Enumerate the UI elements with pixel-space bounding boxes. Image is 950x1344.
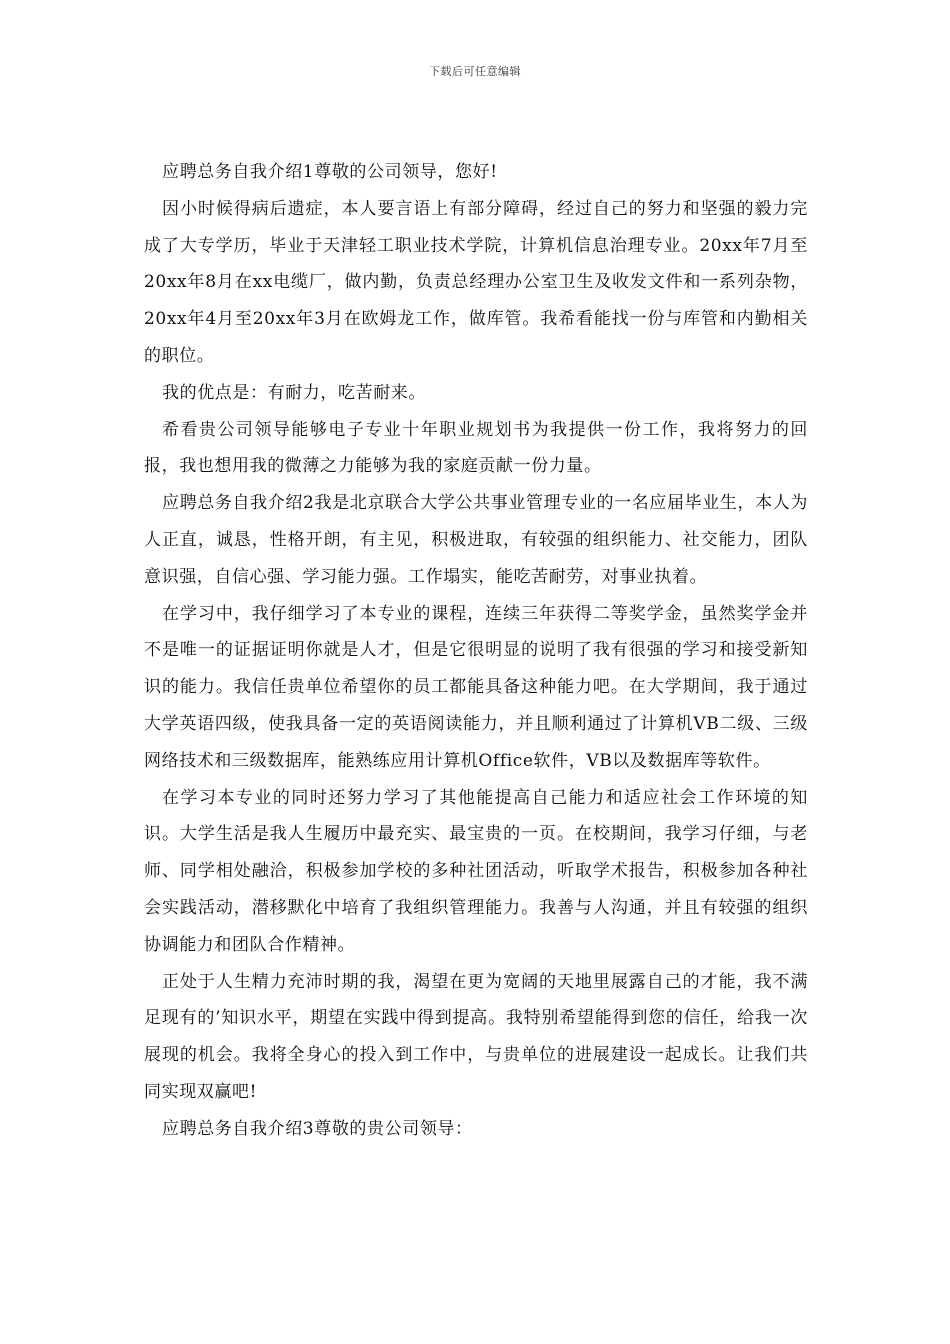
document-body xyxy=(144,154,808,1148)
paragraph-study: 在学习中，我仔细学习了本专业的课程，连续三年获得二等奖学金，虽然奖学金并不是唯一的证据证明你就是人才，但是它很明显的说明了我有很强的学习和接受新知识的能力。我信任贵单位希望你的员工都能具备这种能力吧。在大学期间，我于通过大学英语四级，使我具备一定的英语阅读能力，并且顺利通过了计算机VB二级、三级网络技术和三级数据库，能熟练应用计算机Office软件，VB以及数据库等软件。 xyxy=(144,603,808,771)
paragraph-campus-life: 在学习本专业的同时还努力学习了其他能提高自己能力和适应社会工作环境的知识。大学生活是我人生履历中最充实、最宝贵的一页。在校期间，我学习仔细，与老师、同学相处融洽，积极参加学校的多种社团活动，听取学术报告，积极参加各种社会实践活动，潜移默化中培育了我组织管理能力。我善与人沟通，并且有较强的组织协调能力和团队合作精神。 xyxy=(144,787,808,955)
page-header: 下载后可任意编辑 xyxy=(429,65,521,78)
paragraph-intro-2: 应聘总务自我介绍2我是北京联合大学公共事业管理专业的一名应届毕业生，本人为人正直，诚恳，性格开朗，有主见，积极进取，有较强的组织能力、社交能力，团队意识强，自信心强、学习能力强。工作塌实，能吃苦耐劳，对事业执着。 xyxy=(144,493,808,587)
paragraph-background: 因小时候得病后遗症，本人要言语上有部分障碍，经过自己的努力和坚强的毅力完成了大专学历，毕业于天津轻工职业技术学院，计算机信息治理专业。20xx年7月至20xx年8月在xx电缆厂，做内勤，负责总经理办公室卫生及收发文件和一系列杂物，20xx年4月至20xx年3月在欧姆龙工作，做库管。我希看能找一份与库管和内勤相关的职位。 xyxy=(144,198,808,366)
paragraph-intro-1-greeting: 应聘总务自我介绍1尊敬的公司领导，您好! xyxy=(162,162,498,182)
paragraph-strengths: 我的优点是：有耐力，吃苦耐来。 xyxy=(162,382,426,403)
paragraph-intro-3-greeting: 应聘总务自我介绍3尊敬的贵公司领导： xyxy=(162,1118,473,1139)
paragraph-hope: 希看贵公司领导能够电子专业十年职业规划书为我提供一份工作，我将努力的回报，我也想用我的微薄之力能够为我的家庭贡献一份力量。 xyxy=(144,419,808,477)
paragraph-aspiration: 正处于人生精力充沛时期的我，渴望在更为宽阔的天地里展露自己的才能，我不满足现有的’知识水平，期望在实践中得到提高。我特别希望能得到您的信任，给我一次展现的机会。我将全身心的投入到工作中，与贵单位的进展建设一起成长。让我们共同实现双赢吧! xyxy=(144,971,808,1102)
